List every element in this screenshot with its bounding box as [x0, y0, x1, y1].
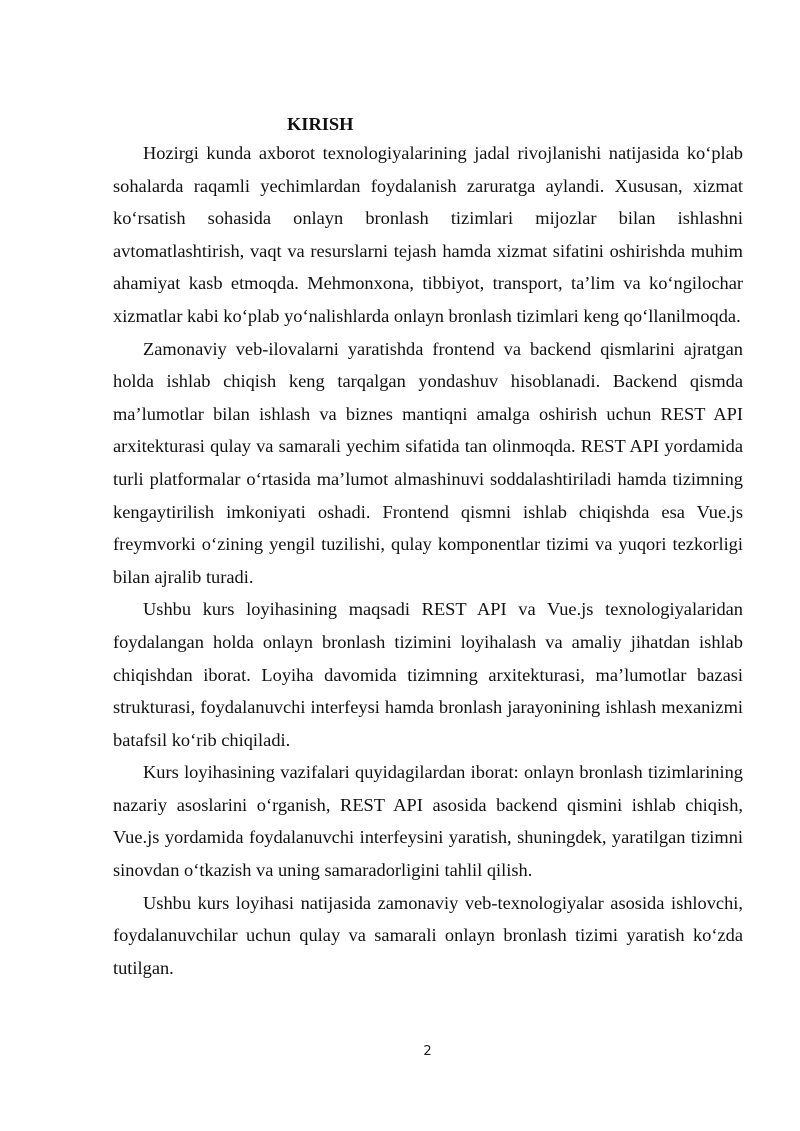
- page-content: [113, 111, 743, 984]
- section-title: KIRISH: [287, 114, 354, 134]
- paragraph-5: Ushbu kurs loyihasi natijasida zamonaviy veb-texnologiyalar asosida ishlovchi, foydalanuvchilar uchun qulay va samarali onlayn bronlash tizimi yaratish ko‘zda tutilgan.: [113, 892, 743, 978]
- paragraph-1: Hozirgi kunda axborot texnologiyalarining jadal rivojlanishi natijasida ko‘plab sohalarda raqamli yechimlardan foydalanish zaruratga aylandi. Xususan, xizmat ko‘rsatish sohasida onlayn bronlash tizimlari mijozlar bilan ishlashni avtomatlashtirish, vaqt va resurslarni tejash hamda xizmat sifatini oshirishda muhim ahamiyat kasb etmoqda. Mehmonxona, tibbiyot, transport, ta’lim va ko‘ngilochar xizmatlar kabi ko‘plab yo‘nalishlarda onlayn bronlash tizimlari keng qo‘llanilmoqda.: [113, 143, 743, 326]
- paragraph-2: Zamonaviy veb-ilovalarni yaratishda frontend va backend qismlarini ajratgan holda ishlab chiqish keng tarqalgan yondashuv hisoblanadi. Backend qismda ma’lumotlar bilan ishlash va biznes mantiqni amalga oshirish uchun REST API arxitekturasi qulay va samarali yechim sifatida tan olinmoqda. REST API yordamida turli platformalar o‘rtasida ma’lumot almashinuvi soddalashtiriladi hamda tizimning kengaytirilish imkoniyati oshadi. Frontend qismni ishlab chiqishda esa Vue.js freymvorki o‘zining yengil tuzilishi, qulay komponentlar tizimi va yuqori tezkorligi bilan ajralib turadi.: [113, 338, 743, 587]
- paragraph-4: Kurs loyihasining vazifalari quyidagilardan iborat: onlayn bronlash tizimlarining nazariy asoslarini o‘rganish, REST API asosida backend qismini ishlab chiqish, Vue.js yordamida foydalanuvchi interfeysini yaratish, shuningdek, yaratilgan tizimni sinovdan o‘tkazish va uning samaradorligini tahlil qilish.: [113, 762, 743, 881]
- paragraph-3: Ushbu kurs loyihasining maqsadi REST API va Vue.js texnologiyalaridan foydalangan holda onlayn bronlash tizimini loyihalash va amaliy jihatdan ishlab chiqishdan iborat. Loyiha davomida tizimning arxitekturasi, ma’lumotlar bazasi strukturasi, foydalanuvchi interfeysi hamda bronlash jarayonining ishlash mexanizmi batafsil ko‘rib chiqiladi.: [113, 599, 743, 750]
- page-number: 2: [423, 1044, 432, 1059]
